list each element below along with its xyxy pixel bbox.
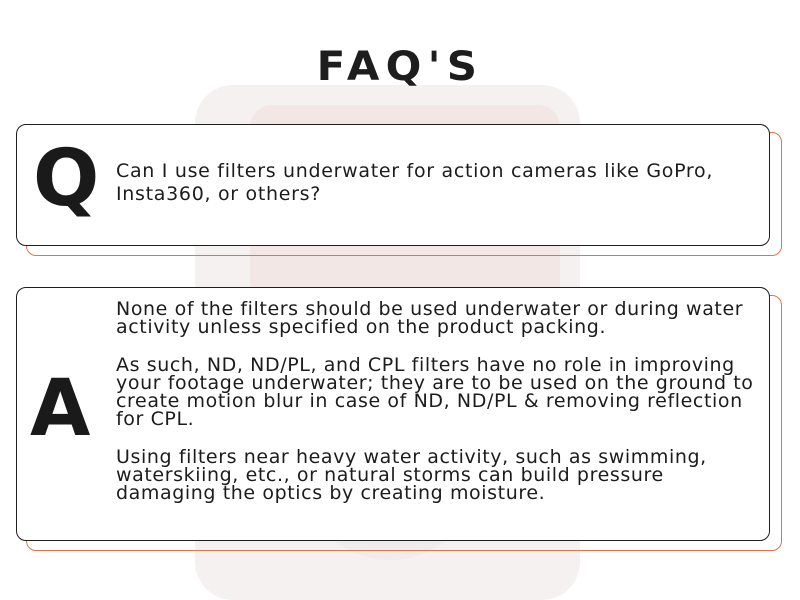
answer-letter: A xyxy=(30,364,91,454)
answer-paragraph-3: Using filters near heavy water activity, such as swimming, waterskiing, etc., or natural storms can build pressure damaging the optics by creating moisture. xyxy=(116,446,707,504)
question-text: Can I use filters underwater for action cameras like GoPro, Insta360, or others? xyxy=(116,160,714,205)
question-letter: Q xyxy=(33,134,100,224)
page-title: FAQ'S xyxy=(316,44,484,90)
answer-paragraph-1: None of the filters should be used underwater or during water activity unless specified on the product packing. xyxy=(116,298,744,338)
answer-paragraph-2: As such, ND, ND/PL, and CPL filters have no role in improving your footage underwater; they are to be used on the ground to create motion blur in case of ND, ND/PL & removing reflection for CPL. xyxy=(116,354,754,430)
answer-text xyxy=(116,300,766,522)
